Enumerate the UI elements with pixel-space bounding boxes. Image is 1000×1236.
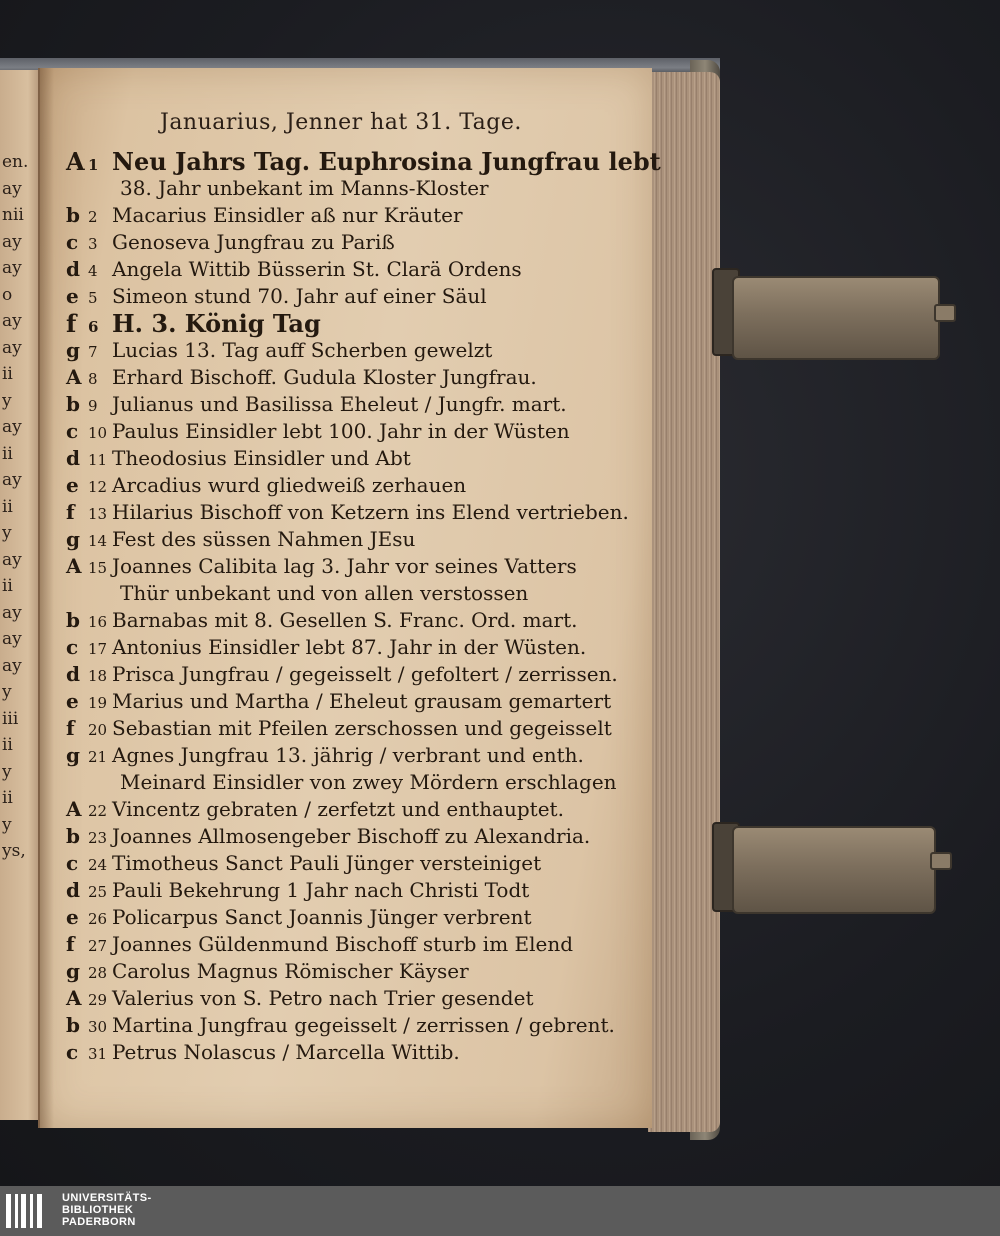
calendar-line [66, 526, 586, 553]
calendar-line [66, 1012, 615, 1039]
entry-text: Hilarius Bischoff von Ketzern ins Elend vertrieben. [112, 500, 629, 524]
page-block-edges [648, 72, 720, 1132]
entry-text: H. 3. König Tag [112, 309, 321, 338]
dominical-letter: g [66, 743, 80, 767]
previous-page-text-fragment: y [2, 682, 12, 702]
page-header: Januarius, Jenner hat 31. Tage. [160, 110, 522, 135]
calendar-line [66, 877, 586, 904]
entry-text: Genoseva Jungfrau zu Pariß [112, 230, 395, 254]
dominical-letter: e [66, 905, 79, 929]
dominical-letter: f [66, 932, 75, 956]
dominical-letter: g [66, 959, 80, 983]
dominical-letter: d [66, 257, 80, 281]
day-number: 25 [88, 883, 108, 901]
library-footer [0, 1186, 1000, 1236]
day-number: 18 [88, 667, 108, 685]
previous-page-text-fragment: ay [2, 337, 22, 358]
entry-text: Erhard Bischoff. Gudula Kloster Jungfrau. [112, 365, 537, 389]
dominical-letter: b [66, 392, 80, 416]
calendar-line [66, 985, 586, 1012]
day-number: 26 [88, 910, 108, 928]
calendar-entries [66, 147, 661, 1066]
day-number: 17 [88, 640, 108, 658]
day-number: 16 [88, 613, 108, 631]
entry-text: Joannes Allmosengeber Bischoff zu Alexandria. [112, 824, 591, 848]
previous-page-text-fragment: ay [2, 470, 22, 490]
day-number: 11 [88, 451, 108, 469]
dominical-letter: c [66, 1040, 79, 1064]
dominical-letter: b [66, 203, 80, 227]
dominical-letter: A [66, 797, 82, 821]
entry-text: Neu Jahrs Tag. Euphrosina Jungfrau lebt [112, 147, 661, 176]
calendar-line [66, 499, 629, 526]
entry-text: Marius und Martha / Eheleut grausam gemartert [112, 689, 612, 713]
entry-text: Policarpus Sanct Joannis Jünger verbrent [112, 905, 532, 929]
entry-text: Arcadius wurd gliedweiß zerhauen [112, 473, 467, 497]
day-number: 1 [88, 156, 99, 174]
library-logo-icon [6, 1194, 48, 1228]
day-number: 31 [88, 1045, 108, 1063]
dominical-letter: g [66, 527, 80, 551]
logo-line-1: UNIVERSITÄTS- [62, 1192, 152, 1204]
entry-text: Angela Wittib Büsserin St. Clarä Ordens [112, 257, 522, 281]
calendar-line [66, 337, 586, 364]
dominical-letter: c [66, 635, 79, 659]
entry-text: Joannes Calibita lag 3. Jahr vor seines Vatters [112, 554, 577, 578]
calendar-line [66, 553, 586, 580]
previous-page-text-fragment: ay [2, 231, 22, 252]
day-number: 5 [88, 289, 98, 307]
previous-page-text-fragment: ii [2, 496, 13, 517]
day-number: 4 [88, 262, 98, 280]
entry-text: Antonius Einsidler lebt 87. Jahr in der Wüsten. [112, 635, 587, 659]
dominical-letter: A [66, 986, 82, 1010]
day-number: 6 [88, 318, 99, 336]
entry-text: Prisca Jungfrau / gegeisselt / gefoltert / zerrissen. [112, 662, 618, 686]
previous-page-text-fragment: en. [2, 152, 29, 172]
entry-text: Sebastian mit Pfeilen zerschossen und gegeisselt [112, 716, 612, 740]
dominical-letter: c [66, 851, 79, 875]
calendar-line [66, 742, 586, 769]
entry-text: Valerius von S. Petro nach Trier gesendet [112, 986, 534, 1010]
calendar-line [66, 607, 586, 634]
lower-clasp [732, 826, 936, 914]
dominical-letter: e [66, 689, 79, 713]
logo-line-3: PADERBORN [62, 1216, 136, 1228]
previous-page-text-fragment: nii [2, 205, 24, 225]
entry-text: Thür unbekant und von allen verstossen [120, 581, 529, 605]
day-number: 9 [88, 397, 98, 415]
previous-page-text-fragment: ay [2, 655, 22, 676]
calendar-line [66, 823, 591, 850]
day-number: 3 [88, 235, 98, 253]
calendar-line [66, 769, 617, 796]
previous-page-text-fragment: ay [2, 258, 22, 278]
previous-page-text-fragment: ay [2, 311, 22, 331]
dominical-letter: f [66, 716, 75, 740]
calendar-line [66, 283, 586, 310]
day-number: 12 [88, 478, 108, 496]
entry-text: Martina Jungfrau gegeisselt / zerrissen / gebrent. [112, 1013, 615, 1037]
day-number: 30 [88, 1018, 108, 1036]
day-number: 23 [88, 829, 108, 847]
previous-page-text-fragment: iii [2, 708, 19, 729]
entry-text: Fest des süssen Nahmen JEsu [112, 527, 416, 551]
day-number: 14 [88, 532, 108, 550]
day-number: 10 [88, 424, 108, 442]
dominical-letter: f [66, 309, 77, 338]
previous-page-text-fragment: y [2, 523, 12, 543]
library-logo-text [62, 1192, 152, 1228]
entry-text: Simeon stund 70. Jahr auf einer Säul [112, 284, 487, 308]
previous-page-text-fragment: ii [2, 443, 13, 464]
dominical-letter: e [66, 284, 79, 308]
calendar-line [66, 229, 586, 256]
previous-page-text-fragment: ii [2, 735, 13, 755]
entry-text: Theodosius Einsidler und Abt [112, 446, 411, 470]
dominical-letter: A [66, 365, 82, 389]
previous-page-text-fragment: ay [2, 549, 22, 570]
entry-text: Agnes Jungfrau 13. jährig / verbrant und enth. [112, 743, 584, 767]
previous-page [0, 70, 42, 1120]
page-gutter-shadow [38, 68, 54, 1128]
entry-text: Paulus Einsidler lebt 100. Jahr in der Wüsten [112, 419, 570, 443]
day-number: 24 [88, 856, 108, 874]
previous-page-text-fragment: ii [2, 576, 13, 596]
entry-text: 38. Jahr unbekant im Manns-Kloster [120, 176, 489, 200]
entry-text: Barnabas mit 8. Gesellen S. Franc. Ord. mart. [112, 608, 578, 632]
calendar-line [66, 688, 612, 715]
entry-text: Carolus Magnus Römischer Käyser [112, 959, 469, 983]
dominical-letter: b [66, 1013, 80, 1037]
entry-text: Macarius Einsidler aß nur Kräuter [112, 203, 463, 227]
calendar-line [66, 1039, 586, 1066]
previous-page-text-fragment: ay [2, 417, 22, 437]
calendar-line [66, 175, 586, 202]
logo-line-2: BIBLIOTHEK [62, 1204, 134, 1216]
dominical-letter: d [66, 878, 80, 902]
upper-clasp [732, 276, 940, 360]
entry-text: Meinard Einsidler von zwey Mördern erschlagen [120, 770, 617, 794]
dominical-letter: d [66, 662, 80, 686]
dominical-letter: A [66, 147, 85, 176]
previous-page-text-fragment: ii [2, 364, 13, 384]
upper-clasp-tip [934, 304, 956, 322]
calendar-line [66, 850, 586, 877]
dominical-letter: b [66, 824, 80, 848]
calendar-line [66, 904, 586, 931]
previous-page-text-fragment: y [2, 761, 12, 782]
day-number: 20 [88, 721, 108, 739]
entry-text: Lucias 13. Tag auff Scherben gewelzt [112, 338, 493, 362]
calendar-line [66, 931, 586, 958]
dominical-letter: e [66, 473, 79, 497]
dominical-letter: d [66, 446, 80, 470]
previous-page-text-fragment: y [2, 390, 12, 411]
dominical-letter: b [66, 608, 80, 632]
calendar-line [66, 634, 586, 661]
day-number: 15 [88, 559, 108, 577]
previous-page-text-fragment: o [2, 284, 13, 305]
calendar-line [66, 472, 586, 499]
day-number: 28 [88, 964, 108, 982]
calendar-line [66, 958, 586, 985]
previous-page-text-fragment: ay [2, 602, 22, 623]
calendar-line [66, 310, 586, 337]
dominical-letter: f [66, 500, 75, 524]
calendar-line [66, 445, 586, 472]
calendar-line [66, 796, 586, 823]
calendar-line [66, 661, 618, 688]
calendar-line [66, 391, 586, 418]
previous-page-text-fragment: ii [2, 788, 13, 808]
calendar-line [66, 418, 586, 445]
entry-text: Joannes Güldenmund Bischoff sturb im Elend [112, 932, 574, 956]
day-number: 19 [88, 694, 108, 712]
previous-page-text-fragment: ay [2, 629, 22, 649]
entry-text: Pauli Bekehrung 1 Jahr nach Christi Todt [112, 878, 530, 902]
dominical-letter: g [66, 338, 80, 362]
previous-page-text-fragment: ys, [2, 841, 26, 861]
entry-text: Petrus Nolascus / Marcella Wittib. [112, 1040, 460, 1064]
dominical-letter: A [66, 554, 82, 578]
day-number: 2 [88, 208, 98, 226]
calendar-line [66, 256, 586, 283]
calendar-line [66, 147, 661, 176]
day-number: 21 [88, 748, 108, 766]
calendar-line [66, 580, 586, 607]
lower-clasp-tip [930, 852, 952, 870]
calendar-line [66, 202, 586, 229]
dominical-letter: c [66, 230, 79, 254]
day-number: 27 [88, 937, 108, 955]
entry-text: Julianus und Basilissa Eheleut / Jungfr. mart. [112, 392, 567, 416]
day-number: 7 [88, 343, 98, 361]
calendar-line [66, 364, 586, 391]
day-number: 29 [88, 991, 108, 1009]
previous-page-text-fragment: ay [2, 178, 22, 199]
entry-text: Timotheus Sanct Pauli Jünger versteiniget [112, 851, 542, 875]
dominical-letter: c [66, 419, 79, 443]
day-number: 13 [88, 505, 108, 523]
day-number: 22 [88, 802, 108, 820]
previous-page-text-fragment: y [2, 814, 12, 835]
entry-text: Vincentz gebraten / zerfetzt und enthauptet. [112, 797, 564, 821]
calendar-line [66, 715, 612, 742]
day-number: 8 [88, 370, 98, 388]
